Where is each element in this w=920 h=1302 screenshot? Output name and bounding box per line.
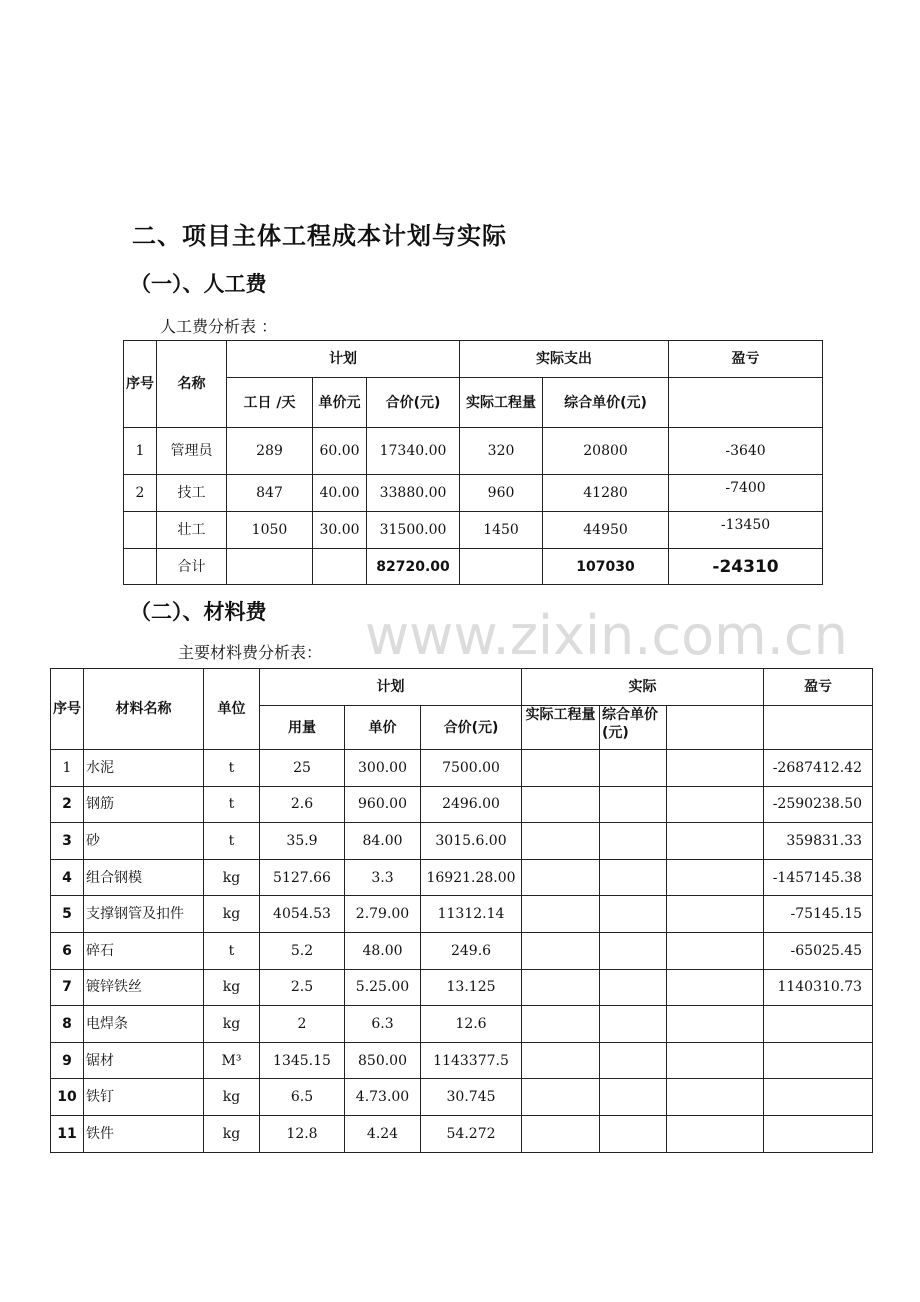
header-actual: 实际支出 — [460, 341, 669, 378]
cell-unit-price: 6.3 — [345, 1006, 421, 1043]
cell-profit: -2687412.42 — [764, 750, 873, 787]
cell-actual-qty — [522, 750, 600, 787]
cell-seq: 2 — [124, 475, 157, 512]
header-actual: 实际 — [522, 669, 764, 706]
watermark: www.zixin.com.cn — [365, 604, 848, 667]
header-combined-price: 综合单价(元) — [543, 378, 669, 428]
cell-blank — [667, 859, 764, 896]
cell-profit: -65025.45 — [764, 932, 873, 969]
header-seq: 序号 — [51, 669, 84, 750]
cell-seq: 6 — [51, 932, 84, 969]
cell-profit: 1140310.73 — [764, 969, 873, 1006]
cell-sum-label: 合计 — [157, 549, 227, 585]
cell-qty: 4054.53 — [260, 896, 345, 933]
cell-unit-price: 84.00 — [345, 823, 421, 860]
cell-actual-qty — [522, 859, 600, 896]
cell-actual-qty — [522, 932, 600, 969]
cell-combined-price — [600, 1006, 667, 1043]
cell-total: 54.272 — [421, 1115, 522, 1152]
cell-actual-qty — [522, 1042, 600, 1079]
cell-total: 7500.00 — [421, 750, 522, 787]
cell-unit-price: 30.00 — [313, 512, 367, 549]
header-total: 合价(元) — [367, 378, 460, 428]
cell-profit: -75145.15 — [764, 896, 873, 933]
cell-profit — [764, 1042, 873, 1079]
cell-blank — [667, 1042, 764, 1079]
cell-blank — [667, 969, 764, 1006]
cell-actual-qty — [522, 1115, 600, 1152]
cell-profit — [764, 1006, 873, 1043]
header-actual-qty: 实际工程量 — [460, 378, 543, 428]
cell-combined-price — [600, 969, 667, 1006]
labor-cost-table — [123, 340, 823, 585]
table-row — [51, 1006, 873, 1043]
cell-unit: t — [204, 786, 260, 823]
table-row — [51, 1079, 873, 1116]
material-cost-table — [50, 668, 873, 1153]
table-row — [51, 823, 873, 860]
cell-blank — [667, 896, 764, 933]
cell-qty: 12.8 — [260, 1115, 345, 1152]
header-total: 合价(元) — [421, 706, 522, 750]
table-row — [51, 932, 873, 969]
cell-total: 33880.00 — [367, 475, 460, 512]
cell-seq — [124, 512, 157, 549]
cell-profit: 359831.33 — [764, 823, 873, 860]
table-row — [51, 859, 873, 896]
cell-unit-price: 60.00 — [313, 428, 367, 475]
cell-workday: 1050 — [227, 512, 313, 549]
cell-unit: M³ — [204, 1042, 260, 1079]
cell-profit — [764, 1115, 873, 1152]
cell-profit: -3640 — [669, 428, 823, 475]
cell-seq: 1 — [124, 428, 157, 475]
header-unit-price: 单价 — [345, 706, 421, 750]
cell-qty: 2 — [260, 1006, 345, 1043]
cell-actual-qty — [522, 896, 600, 933]
cell-name: 碎石 — [84, 932, 204, 969]
cell-unit-price: 960.00 — [345, 786, 421, 823]
cell-combined-price — [600, 786, 667, 823]
cell-actual-qty: 320 — [460, 428, 543, 475]
cell-combined-price — [600, 1115, 667, 1152]
table-row — [51, 1115, 873, 1152]
header-seq: 序号 — [124, 341, 157, 428]
cell-qty: 5.2 — [260, 932, 345, 969]
cell-name: 锯材 — [84, 1042, 204, 1079]
header-name: 名称 — [157, 341, 227, 428]
cell-unit-price: 300.00 — [345, 750, 421, 787]
cell-total: 12.6 — [421, 1006, 522, 1043]
cell-total: 16921.28.00 — [421, 859, 522, 896]
cell-blank — [227, 549, 313, 585]
cell-profit — [764, 1079, 873, 1116]
cell-name: 钢筋 — [84, 786, 204, 823]
cell-name: 电焊条 — [84, 1006, 204, 1043]
cell-unit-price: 3.3 — [345, 859, 421, 896]
header-unit: 单位 — [204, 669, 260, 750]
cell-name: 铁钉 — [84, 1079, 204, 1116]
cell-sum-total: 82720.00 — [367, 549, 460, 585]
cell-name: 砂 — [84, 823, 204, 860]
cell-actual-qty — [522, 969, 600, 1006]
labor-table-caption: 人工费分析表 ： — [160, 317, 278, 336]
cell-qty: 5127.66 — [260, 859, 345, 896]
table-row — [51, 750, 873, 787]
cell-unit: t — [204, 823, 260, 860]
cell-unit: kg — [204, 896, 260, 933]
header-combined-price: 综合单价(元) — [600, 706, 667, 750]
cell-blank — [667, 786, 764, 823]
header-blank — [667, 706, 764, 750]
labor-section-title: （一）、人工费 — [130, 272, 267, 296]
header-qty: 用量 — [260, 706, 345, 750]
cell-unit: kg — [204, 969, 260, 1006]
cell-qty: 6.5 — [260, 1079, 345, 1116]
cell-total: 30.745 — [421, 1079, 522, 1116]
cell-total: 3015.6.00 — [421, 823, 522, 860]
cell-profit: -1457145.38 — [764, 859, 873, 896]
cell-actual-qty: 960 — [460, 475, 543, 512]
cell-sum-combined-price: 107030 — [543, 549, 669, 585]
cell-qty: 1345.15 — [260, 1042, 345, 1079]
cell-blank — [667, 932, 764, 969]
cell-name: 管理员 — [157, 428, 227, 475]
cell-total: 13.125 — [421, 969, 522, 1006]
cell-seq: 7 — [51, 969, 84, 1006]
cell-actual-qty — [522, 1006, 600, 1043]
header-profit: 盈亏 — [669, 341, 823, 378]
cell-workday: 289 — [227, 428, 313, 475]
header-actual-qty: 实际工程量 — [522, 706, 600, 750]
cell-unit: kg — [204, 1079, 260, 1116]
cell-unit-price: 5.25.00 — [345, 969, 421, 1006]
cell-blank — [460, 549, 543, 585]
cell-actual-qty: 1450 — [460, 512, 543, 549]
cell-combined-price — [600, 932, 667, 969]
cell-total: 11312.14 — [421, 896, 522, 933]
cell-seq: 3 — [51, 823, 84, 860]
cell-unit-price: 4.24 — [345, 1115, 421, 1152]
header-plan: 计划 — [260, 669, 522, 706]
cell-name: 壮工 — [157, 512, 227, 549]
cell-unit-price: 4.73.00 — [345, 1079, 421, 1116]
cell-unit-price: 40.00 — [313, 475, 367, 512]
cell-total: 1143377.5 — [421, 1042, 522, 1079]
cell-blank — [667, 823, 764, 860]
cell-blank — [667, 1115, 764, 1152]
cell-combined-price: 41280 — [543, 475, 669, 512]
page-heading: 二、项目主体工程成本计划与实际 — [132, 222, 507, 250]
header-blank — [764, 706, 873, 750]
cell-seq: 5 — [51, 896, 84, 933]
cell-unit: kg — [204, 1115, 260, 1152]
cell-seq: 1 — [51, 750, 84, 787]
cell-total: 2496.00 — [421, 786, 522, 823]
cell-combined-price: 20800 — [543, 428, 669, 475]
header-workday: 工日 /天 — [227, 378, 313, 428]
cell-combined-price — [600, 1079, 667, 1116]
cell-qty: 35.9 — [260, 823, 345, 860]
sum-row — [124, 549, 823, 585]
header-unit-price: 单价元 — [313, 378, 367, 428]
cell-name: 组合钢模 — [84, 859, 204, 896]
cell-qty: 25 — [260, 750, 345, 787]
cell-combined-price: 44950 — [543, 512, 669, 549]
cell-name: 水泥 — [84, 750, 204, 787]
cell-actual-qty — [522, 1079, 600, 1116]
cell-seq: 9 — [51, 1042, 84, 1079]
cell-unit: kg — [204, 1006, 260, 1043]
cell-unit-price: 48.00 — [345, 932, 421, 969]
cell-qty: 2.6 — [260, 786, 345, 823]
cell-profit: -13450 — [669, 512, 823, 549]
table-row — [124, 475, 823, 512]
cell-combined-price — [600, 859, 667, 896]
cell-combined-price — [600, 750, 667, 787]
cell-combined-price — [600, 1042, 667, 1079]
cell-sum-profit: -24310 — [669, 549, 823, 585]
cell-unit: t — [204, 932, 260, 969]
cell-unit: t — [204, 750, 260, 787]
cell-actual-qty — [522, 786, 600, 823]
cell-actual-qty — [522, 823, 600, 860]
cell-combined-price — [600, 896, 667, 933]
cell-seq — [124, 549, 157, 585]
table-row — [51, 786, 873, 823]
cell-unit-price: 850.00 — [345, 1042, 421, 1079]
cell-name: 镀锌铁丝 — [84, 969, 204, 1006]
cell-total: 17340.00 — [367, 428, 460, 475]
cell-blank — [313, 549, 367, 585]
table-row — [51, 1042, 873, 1079]
cell-profit: -7400 — [669, 475, 823, 512]
cell-seq: 4 — [51, 859, 84, 896]
table-row — [51, 969, 873, 1006]
cell-blank — [667, 1079, 764, 1116]
header-plan: 计划 — [227, 341, 460, 378]
header-profit: 盈亏 — [764, 669, 873, 706]
cell-qty: 2.5 — [260, 969, 345, 1006]
material-table-caption: 主要材料费分析表： — [178, 643, 323, 662]
cell-name: 支撑钢管及扣件 — [84, 896, 204, 933]
cell-seq: 10 — [51, 1079, 84, 1116]
cell-name: 铁件 — [84, 1115, 204, 1152]
header-name: 材料名称 — [84, 669, 204, 750]
cell-name: 技工 — [157, 475, 227, 512]
cell-unit: kg — [204, 859, 260, 896]
cell-unit-price: 2.79.00 — [345, 896, 421, 933]
cell-blank — [667, 750, 764, 787]
cell-total: 249.6 — [421, 932, 522, 969]
cell-seq: 11 — [51, 1115, 84, 1152]
material-section-title: （二）、材料费 — [130, 600, 267, 624]
cell-total: 31500.00 — [367, 512, 460, 549]
cell-seq: 2 — [51, 786, 84, 823]
table-row — [51, 896, 873, 933]
table-row — [124, 512, 823, 549]
header-profit-blank — [669, 378, 823, 428]
cell-seq: 8 — [51, 1006, 84, 1043]
cell-combined-price — [600, 823, 667, 860]
cell-blank — [667, 1006, 764, 1043]
table-row — [124, 428, 823, 475]
cell-workday: 847 — [227, 475, 313, 512]
cell-profit: -2590238.50 — [764, 786, 873, 823]
